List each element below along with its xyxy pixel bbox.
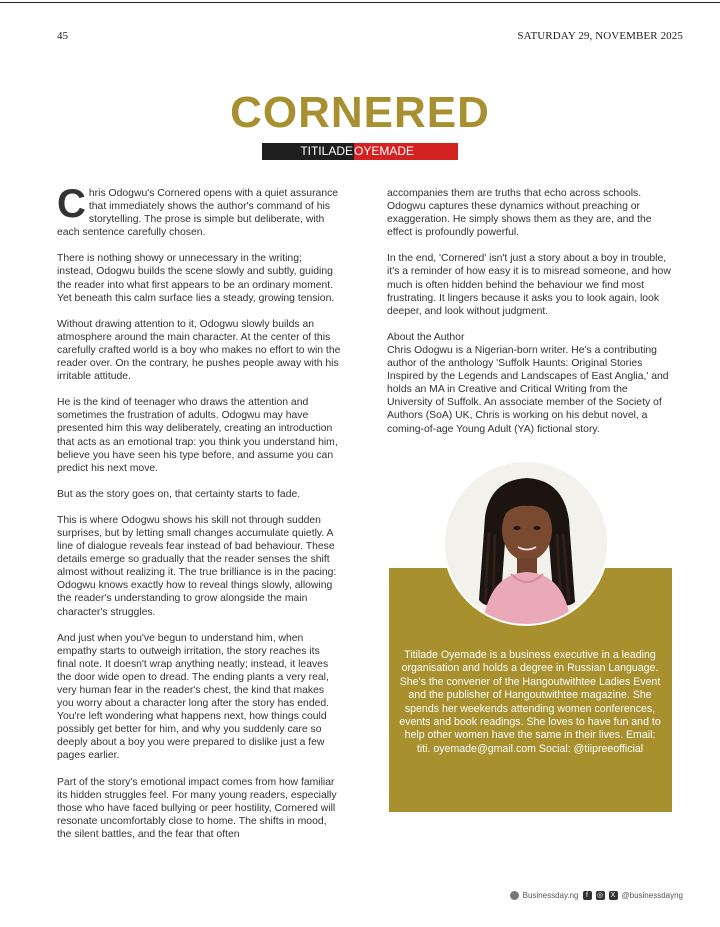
x-twitter-icon[interactable]: X	[609, 891, 618, 900]
article-column-left	[57, 182, 341, 854]
page-number: 45	[57, 30, 68, 42]
byline	[262, 143, 458, 160]
instagram-icon[interactable]: ◎	[596, 892, 604, 899]
paragraph-1: Chris Odogwu's Cornered opens with a quiet assurance that immediately shows the author's command of his storytelling. The prose is simple but deliberate, with each sentence carefully chosen.	[57, 182, 339, 239]
issue-date: SATURDAY 29, NOVEMBER 2025	[517, 30, 683, 42]
facebook-icon[interactable]: f	[583, 891, 592, 900]
paragraph-6: This is where Odogwu shows his skill not through sudden surprises, but by letting small changes accumulate quietly. A line of dialogue reveals fear instead of bad behaviour. These details emerge so gradually that the reader senses the shift almost without realizing it. The true brilliance is in the pacing: Odogwu knows exactly how to reveal things slowly, allowing the reader's understanding to grow alongside the main character's struggles.	[57, 514, 337, 618]
footer-social	[510, 891, 683, 900]
globe-icon	[510, 891, 519, 900]
footer-site[interactable]: Businessday.ng	[522, 891, 579, 900]
article-column-right	[387, 187, 672, 449]
paragraph-7: And just when you've begun to understand him, when empathy starts to outweigh irritation, the story reaches its final note. It doesn't wrap anything neatly; instead, it leaves the door wide open to dread. The ending plants a very real, very human fear in the reader's chest, the kind that makes you worry about a character long after the story has ended. You're left wondering what happens next, how things could possibly get better for him, and why you suddenly care so deeply about a boy you were prepared to dislike just a few pages earlier.	[57, 632, 330, 762]
byline-first-name: TITILADE	[262, 143, 354, 160]
author-portrait-icon	[445, 462, 607, 624]
paragraph-9: accompanies them are truths that echo across schools. Odogwu captures these dynamics without preaching or exaggeration. He simply shows them as they are, and the effect is profoundly powerful.	[387, 188, 652, 239]
drop-cap: C	[57, 182, 86, 226]
paragraph-8: Part of the story's emotional impact comes from how familiar its hidden struggles feel. For many young readers, especially those who have faced bullying or peer hostility, Cornered will resonate uncomfortably close to home. The shifts in mood, the silent battles, and the fear that often	[57, 776, 337, 840]
about-author-text: Chris Odogwu is a Nigerian-born writer. He's a contributing author of the anthology 'Suffolk Haunts: Original Stories Inspired by the Legends and Landscapes of East Anglia,' and holds an MA in Creative and Critical Writing from the University of Suffolk. An associate member of the Society of Authors (SoA) UK, Chris is working on his debut novel, a coming-of-age Young Adult (YA) fictional story.	[387, 344, 669, 435]
footer-handle[interactable]: @businessdayng	[621, 891, 683, 900]
paragraph-3: Without drawing attention to it, Odogwu slowly builds an atmosphere around the main character. At the center of this carefully crafted world is a boy who makes no effort to win the reader over. On the contrary, he pushes people away with his irritable attitude.	[57, 318, 341, 383]
about-heading: About the Author	[387, 331, 465, 343]
author-photo	[445, 462, 607, 624]
paragraph-2: There is nothing showy or unnecessary in the writing; instead, Odogwu builds the scene slowly and subtly, guiding the reader into what first appears to be an ordinary moment. Yet beneath this calm surface lies a steady, growing tension.	[57, 253, 335, 304]
article-title: CORNERED	[230, 88, 490, 137]
top-rule	[0, 2, 720, 3]
byline-last-name: OYEMADE	[354, 143, 458, 160]
paragraph-4: He is the kind of teenager who draws the attention and sometimes the frustration of adults. Odogwu may have presented him this way deliberately, creating an introduction that acts as an emotional trap: you think you understand him, believe you have seen his type before, and assume you can predict his next move.	[57, 397, 338, 474]
author-bio: Titilade Oyemade is a business executive in a leading organisation and holds a degree in Russian Language. She's the convener of the Hangoutwithtee Ladies Event and the publisher of Hangoutwithtee magazine. She spends her weekends attending women conferences, events and book readings. She loves to have fun and to help other women have the same in their lives. Email: titi. oyemade@gmail.com Social: @tiipreeofficial	[399, 649, 661, 755]
paragraph-10: In the end, 'Cornered' isn't just a story about a boy in trouble, it's a reminder of how easy it is to misread someone, and how much is often hidden behind the behaviour we find most frustrating. It lingers because it asks you to look again, look deeper, and look without judgment.	[387, 253, 671, 317]
paragraph-5: But as the story goes on, that certainty starts to fade.	[57, 488, 301, 500]
